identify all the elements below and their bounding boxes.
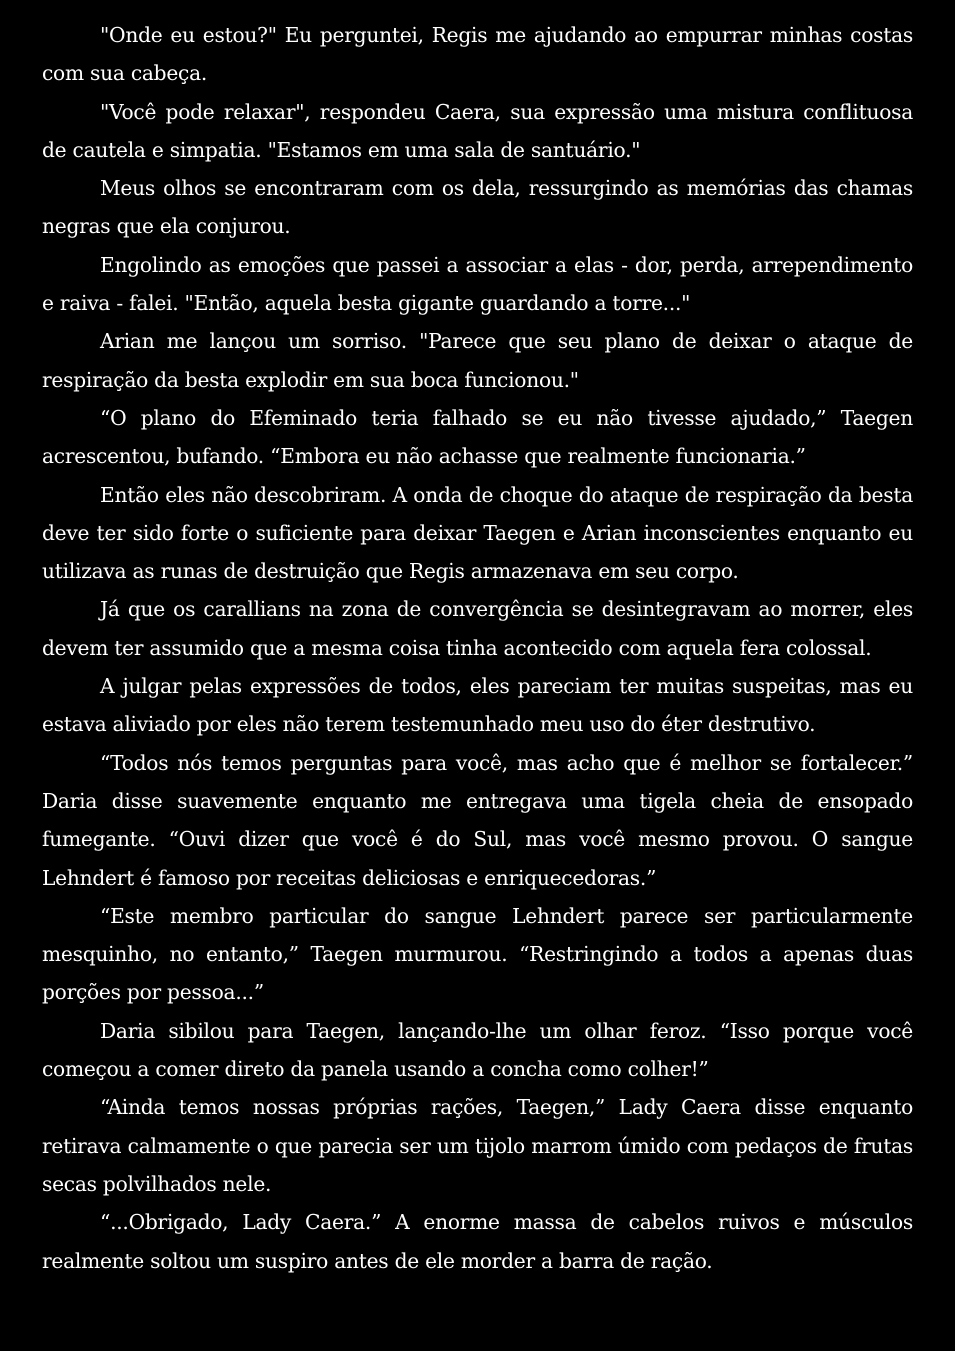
paragraph: Então eles não descobriram. A onda de choque do ataque de respiração da besta deve ter sido forte o suficiente para deixar Taegen e Arian inconscientes enquanto eu utilizava as runas de destruição que Regis armazenava em seu corpo. [42, 482, 913, 584]
paragraph: Arian me lançou um sorriso. "Parece que seu plano de deixar o ataque de respiração da besta explodir em sua boca funcionou." [42, 329, 913, 392]
paragraph: Daria sibilou para Taegen, lançando-lhe um olhar feroz. “Isso porque você começou a comer direto da panela usando a concha como colher!” [42, 1018, 913, 1082]
paragraph: Meus olhos se encontraram com os dela, ressurgindo as memórias das chamas negras que ela conjurou. [42, 176, 913, 239]
paragraph: "Onde eu estou?" Eu perguntei, Regis me ajudando ao empurrar minhas costas com sua cabeça. [42, 23, 913, 86]
document-page [42, 16, 913, 1280]
paragraph: "Você pode relaxar", respondeu Caera, sua expressão uma mistura conflituosa de cautela e simpatia. "Estamos em uma sala de santuário." [42, 99, 913, 162]
paragraph: A julgar pelas expressões de todos, eles pareciam ter muitas suspeitas, mas eu estava aliviado por eles não terem testemunhado meu uso do éter destrutivo. [42, 674, 913, 737]
paragraph: “...Obrigado, Lady Caera.” A enorme massa de cabelos ruivos e músculos realmente soltou um suspiro antes de ele morder a barra de ração. [42, 1210, 913, 1273]
paragraph: “O plano do Efeminado teria falhado se eu não tivesse ajudado,” Taegen acrescentou, bufando. “Embora eu não achasse que realmente funcionaria.” [42, 405, 913, 469]
paragraph: “Este membro particular do sangue Lehndert parece ser particularmente mesquinho, no entanto,” Taegen murmurou. “Restringindo a todos a apenas duas porções por pessoa...” [42, 903, 913, 1005]
paragraph: Já que os carallians na zona de convergência se desintegravam ao morrer, eles devem ter assumido que a mesma coisa tinha acontecido com aquela fera colossal. [42, 597, 913, 660]
paragraph: Engolindo as emoções que passei a associar a elas - dor, perda, arrependimento e raiva - falei. "Então, aquela besta gigante guardando a torre..." [42, 252, 913, 316]
paragraph: “Ainda temos nossas próprias rações, Taegen,” Lady Caera disse enquanto retirava calmamente o que parecia ser um tijolo marrom úmido com pedaços de frutas secas polvilhados nele. [42, 1095, 913, 1196]
paragraph: “Todos nós temos perguntas para você, mas acho que é melhor se fortalecer.” Daria disse suavemente enquanto me entregava uma tigela cheia de ensopado fumegante. “Ouvi dizer que você é do Sul, mas você mesmo provou. O sangue Lehndert é famoso por receitas deliciosas e enriquecedoras.” [42, 750, 913, 890]
